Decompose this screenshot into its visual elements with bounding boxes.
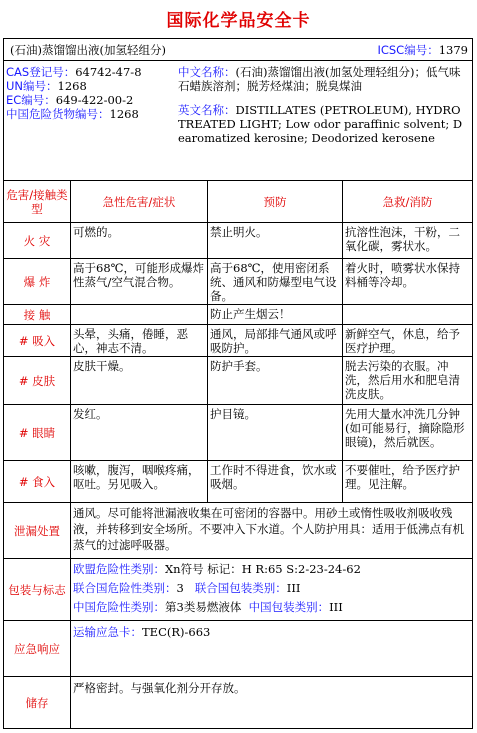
ec-value: 649-422-00-2 — [55, 93, 134, 107]
table-row — [4, 405, 472, 461]
cn-class-label: 中国危险性类别： — [73, 600, 165, 614]
cas-value: 64742-47-8 — [75, 65, 142, 79]
table-row — [4, 259, 472, 305]
cn-pack-value: III — [329, 600, 343, 614]
storage-category: 储存 — [25, 695, 49, 710]
eu-class-label: 欧盟危险性类别： — [73, 562, 165, 576]
un-class-value: 3 — [176, 581, 184, 595]
row-hazard: 头晕，头痛，倦睡，恶心，神志不清。 — [70, 325, 207, 356]
header-row — [4, 39, 472, 61]
row-prevention: 工作时不得进食，饮水或吸烟。 — [207, 461, 342, 502]
row-prevention: 防护手套。 — [207, 357, 342, 404]
storage-row — [4, 677, 472, 728]
cn-name — [178, 65, 468, 93]
eu-class-value: Xn符号 标记：H R:65 S:2-23-24-62 — [165, 562, 361, 576]
row-hazard: 发红。 — [70, 405, 207, 460]
card-title: 国际化学品安全卡 — [166, 11, 311, 31]
chemical-name: (石油)蒸馏馏出液(加氢轻组分) — [10, 43, 166, 57]
packing-row — [4, 559, 472, 621]
safety-card — [3, 38, 473, 729]
row-hazard: 皮肤干燥。 — [70, 357, 207, 404]
table-head-row — [4, 181, 472, 223]
emergency-category: 应急响应 — [14, 641, 60, 656]
row-hazard: 咳嗽，腹泻，咽喉疼痛，呕吐。另见吸入。 — [70, 461, 207, 502]
icsc-label: ICSC编号： — [377, 43, 439, 57]
row-prevention: 禁止明火。 — [207, 223, 342, 258]
row-category: 爆 炸 — [23, 274, 51, 289]
head-type: 危害/接触类型 — [6, 187, 68, 216]
row-category: 接 触 — [23, 307, 51, 322]
cas-label: CAS登记号： — [6, 65, 76, 79]
table-row — [4, 461, 472, 503]
row-first-aid: 新鲜空气，休息，给予医疗护理。 — [342, 325, 472, 356]
cn-class-value: 第3类易燃液体 — [165, 600, 242, 614]
row-prevention: 通风，局部排气通风或呼吸防护。 — [207, 325, 342, 356]
row-first-aid: 抗溶性泡沫，干粉，二氧化碳，雾状水。 — [342, 223, 472, 258]
row-hazard: 高于68℃，可能形成爆炸性蒸气/空气混合物。 — [70, 259, 207, 304]
spill-category: 泄漏处置 — [14, 523, 60, 538]
spill-text: 通风。尽可能将泄漏液收集在可密闭的容器中。用砂土或惰性吸收剂吸收残液，并转移到安全场所。不要冲入下水道。个人防护用具：适用于低沸点有机蒸气的过滤呼吸器。 — [70, 503, 472, 558]
un-label: UN编号： — [6, 79, 58, 93]
storage-text: 严格密封。与强氧化剂分开存放。 — [70, 677, 472, 728]
cn-pack-label: 中国包装类别： — [248, 600, 330, 614]
table-row — [4, 223, 472, 259]
row-first-aid: 脱去污染的衣服。冲洗，然后用水和肥皂清洗皮肤。 — [342, 357, 472, 404]
cn-name-value: (石油)蒸馏馏出液(加氢处理轻组分)；低气味石蜡族溶剂；脱芳烃煤油；脱臭煤油 — [178, 65, 461, 93]
id-block — [4, 61, 176, 180]
row-first-aid — [342, 305, 472, 324]
emergency-row — [4, 621, 472, 677]
emergency-value: TEC(R)-663 — [142, 625, 211, 639]
cn-dg-value: 1268 — [109, 107, 139, 121]
row-hazard: 可燃的。 — [70, 223, 207, 258]
table-row — [4, 325, 472, 357]
en-name — [178, 103, 468, 145]
row-hazard — [70, 305, 207, 324]
row-first-aid: 着火时，喷雾状水保持料桶等冷却。 — [342, 259, 472, 304]
table-row — [4, 305, 472, 325]
identification-row — [4, 61, 472, 181]
emergency-label: 运输应急卡： — [73, 625, 142, 639]
row-first-aid: 先用大量水冲洗几分钟(如可能易行，摘除隐形眼镜)，然后就医。 — [342, 405, 472, 460]
row-category: # 食入 — [18, 474, 56, 489]
icsc-value: 1379 — [438, 43, 468, 57]
un-pack-label: 联合国包装类别： — [194, 581, 287, 595]
head-hazard: 急性危害/症状 — [70, 181, 207, 222]
un-value: 1268 — [57, 79, 87, 93]
row-category: # 吸入 — [18, 333, 56, 348]
icsc-number — [374, 39, 472, 60]
ec-label: EC编号： — [6, 93, 56, 107]
en-name-value: DISTILLATES (PETROLEUM), HYDROTREATED LIGHT; Low odor paraffinic solvent; Dearomatized kerosine; Deodorized kerosene — [178, 103, 463, 145]
row-category: # 皮肤 — [18, 373, 56, 388]
row-category: # 眼睛 — [18, 425, 56, 440]
un-class-label: 联合国危险性类别： — [73, 581, 177, 595]
head-prevention: 预防 — [207, 181, 342, 222]
row-category: 火 灾 — [23, 233, 51, 248]
names-block — [176, 61, 470, 180]
head-first-aid: 急救/消防 — [342, 181, 472, 222]
un-pack-value: III — [286, 581, 301, 595]
cn-dg-label: 中国危险货物编号： — [6, 107, 110, 121]
row-prevention: 护目镜。 — [207, 405, 342, 460]
table-row — [4, 357, 472, 405]
packing-category: 包装与标志 — [8, 582, 66, 597]
spill-row — [4, 503, 472, 559]
en-name-label: 英文名称： — [178, 103, 236, 117]
cn-name-label: 中文名称： — [178, 65, 236, 79]
row-prevention: 防止产生烟云！ — [207, 305, 342, 324]
emergency-info — [70, 621, 472, 676]
row-prevention: 高于68℃，使用密闭系统、通风和防爆型电气设备。 — [207, 259, 342, 304]
row-first-aid: 不要催吐，给予医疗护理。见注解。 — [342, 461, 472, 502]
packing-info — [70, 559, 472, 620]
